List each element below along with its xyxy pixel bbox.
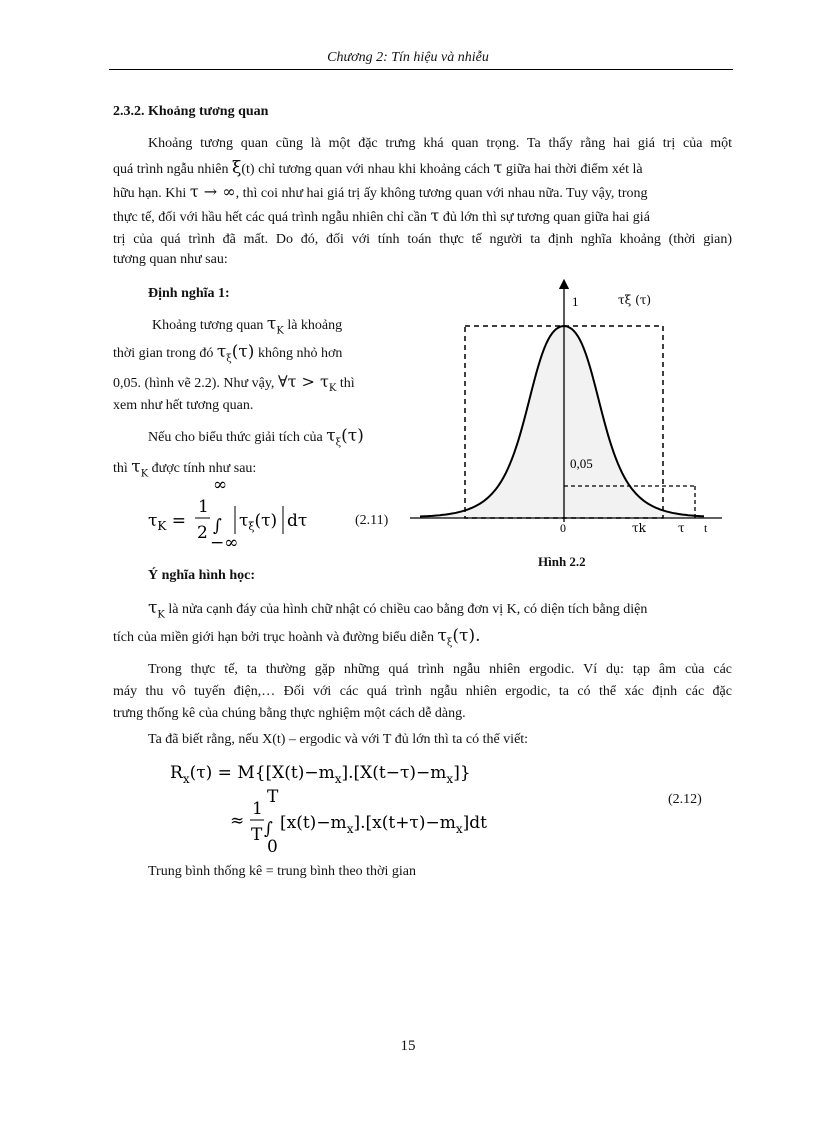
tau-xi-symbol: $\tau_\xi(\tau)$. [437,626,481,649]
intro-text: (t) chỉ tương quan với nhau khi khoảng cách [241,162,491,177]
tau-symbol: τ [493,158,503,177]
integrand: $\tau_\xi(\tau)$ [239,511,278,533]
page-number: 15 [400,1038,416,1054]
integral-upper-limit: T [267,787,279,807]
ergodic-line-5: Trung bình thống kê = trung bình theo thời gian [148,864,416,879]
area-under-curve [420,326,704,518]
intro-text: quá trình ngẫu nhiên [113,162,229,177]
definition-line-4: xem như hết tương quan. [113,398,254,413]
label-tau-k: τk [632,521,646,535]
definition-text: 0,05. (hình vẽ 2.2). Như vậy, [113,376,275,391]
differential: dτ [287,511,308,531]
approx-sign: ≈ [230,811,245,831]
intro-line-1: Khoảng tương quan cũng là một đặc trưng khá quan trọng. Ta thấy rằng hai giá trị của một [148,136,732,151]
equation-number-2-11: (2.11) [355,513,389,528]
fraction-numerator: 1 [252,799,263,819]
fraction-denominator: 2 [197,523,208,543]
integral-sign: ∫ [213,516,222,536]
label-threshold: 0,05 [570,456,593,471]
tau-k-symbol: $\tau_K$ [266,314,284,337]
equation-number-2-12: (2.12) [668,792,702,807]
tau-xi-symbol: $\tau_\xi(\tau)$ [216,342,255,365]
definition-line-5 [148,424,364,455]
geometry-line-2 [113,624,481,655]
definition-text: được tính như sau: [151,461,257,476]
definition-text: Khoảng tương quan [152,318,264,333]
intro-line-5: trị của quá trình đã mất. Do đó, đối với tính toán thực tế người ta định nghĩa khoảng (thời gian) [113,232,732,247]
label-origin: 0 [560,521,566,535]
tau-symbol: τ [430,206,440,225]
intro-text: , thì coi như hai giá trị ấy không tương quan với nhau nữa. Tuy vậy, trong [235,186,648,201]
intro-line-2 [113,156,732,182]
figure-caption: Hình 2.2 [538,554,586,569]
integral-upper-limit: ∞ [213,476,228,495]
ergodic-line-2: máy thu vô tuyến điện,… Đối với các quá trình ngẫu nhiên ergodic, ta có thể xác định các đặc [113,684,732,699]
intro-text: giữa hai thời điểm xét là [505,162,643,177]
geometry-text: là nửa cạnh đáy của hình chữ nhật có chiều cao bằng đơn vị K, có diện tích bằng diện [168,602,648,617]
intro-line-3 [113,180,732,206]
tau-k-symbol: $\tau_K$ [131,457,149,480]
equation-2-11 [140,476,340,556]
intro-line-6: tương quan như sau: [113,252,228,267]
intro-text: hữu hạn. Khi [113,186,187,201]
header-rule [109,69,733,70]
definition-line-1 [152,312,396,343]
ergodic-line-3: trưng thống kê của chúng bằng thực nghiệm một cách dễ dàng. [113,706,466,721]
definition-line-2 [113,340,396,371]
definition-text: Nếu cho biểu thức giải tích của [148,430,323,445]
xi-symbol: ξ [231,158,242,178]
definition-text: thời gian trong đó [113,346,214,361]
label-t: t [704,521,708,535]
ergodic-line-4: Ta đã biết rằng, nếu X(t) – ergodic và với T đủ lớn thì ta có thể viết: [148,732,529,747]
label-tau: τ [678,521,685,535]
page-header: Chương 2: Tín hiệu và nhiễu [327,50,489,65]
ergodic-line-1: Trong thực tế, ta thường gặp những quá trình ngẫu nhiên ergodic. Ví dụ: tạp âm của các [148,662,732,677]
forall-condition: ∀τ > $\tau_K$ [277,372,337,395]
definition-text: là khoảng [287,318,343,333]
integral-lower-limit: −∞ [210,533,239,553]
fraction-denominator: T [251,825,263,845]
label-function: τξ (τ) [618,293,652,307]
definition-text: không nhỏ hơn [257,346,343,361]
geometry-line-1 [148,596,732,627]
figure-2-2 [400,270,730,540]
equation-line-2: $[x(t)-m_x].[x(t+\tau)-m_x]dt$ [280,813,487,836]
equation-line-1: $R_x(\tau) = M\{[X(t)-m_x].[X(t-\tau)-m_x]\}$ [170,763,471,786]
integral-sign: ∫ [264,819,273,839]
fraction-numerator: 1 [198,497,209,517]
intro-text: đủ lớn thì sự tương quan giữa hai giá [442,210,650,225]
tau-to-infinity: τ → ∞ [189,182,236,201]
geometry-text: tích của miền giới hạn bởi trục hoành và đường biểu diễn [113,630,434,645]
definition-text: thì [113,461,128,476]
equation-lhs: $\tau_K$ = [148,511,187,533]
tau-xi-symbol: $\tau_\xi(\tau)$ [326,426,364,449]
label-one: 1 [572,294,579,309]
section-heading: 2.3.2. Khoảng tương quan [113,104,269,119]
definition-heading: Định nghĩa 1: [148,286,230,301]
integral-lower-limit: 0 [267,837,278,857]
intro-text: thực tế, đối với hầu hết các quá trình ngẫu nhiên chỉ cần [113,210,427,225]
tau-k-symbol: $\tau_K$ [148,598,165,621]
equation-2-12 [160,752,580,862]
intro-line-4 [113,204,732,230]
geometry-heading: Ý nghĩa hình học: [148,568,255,583]
definition-text: thì [339,376,355,391]
